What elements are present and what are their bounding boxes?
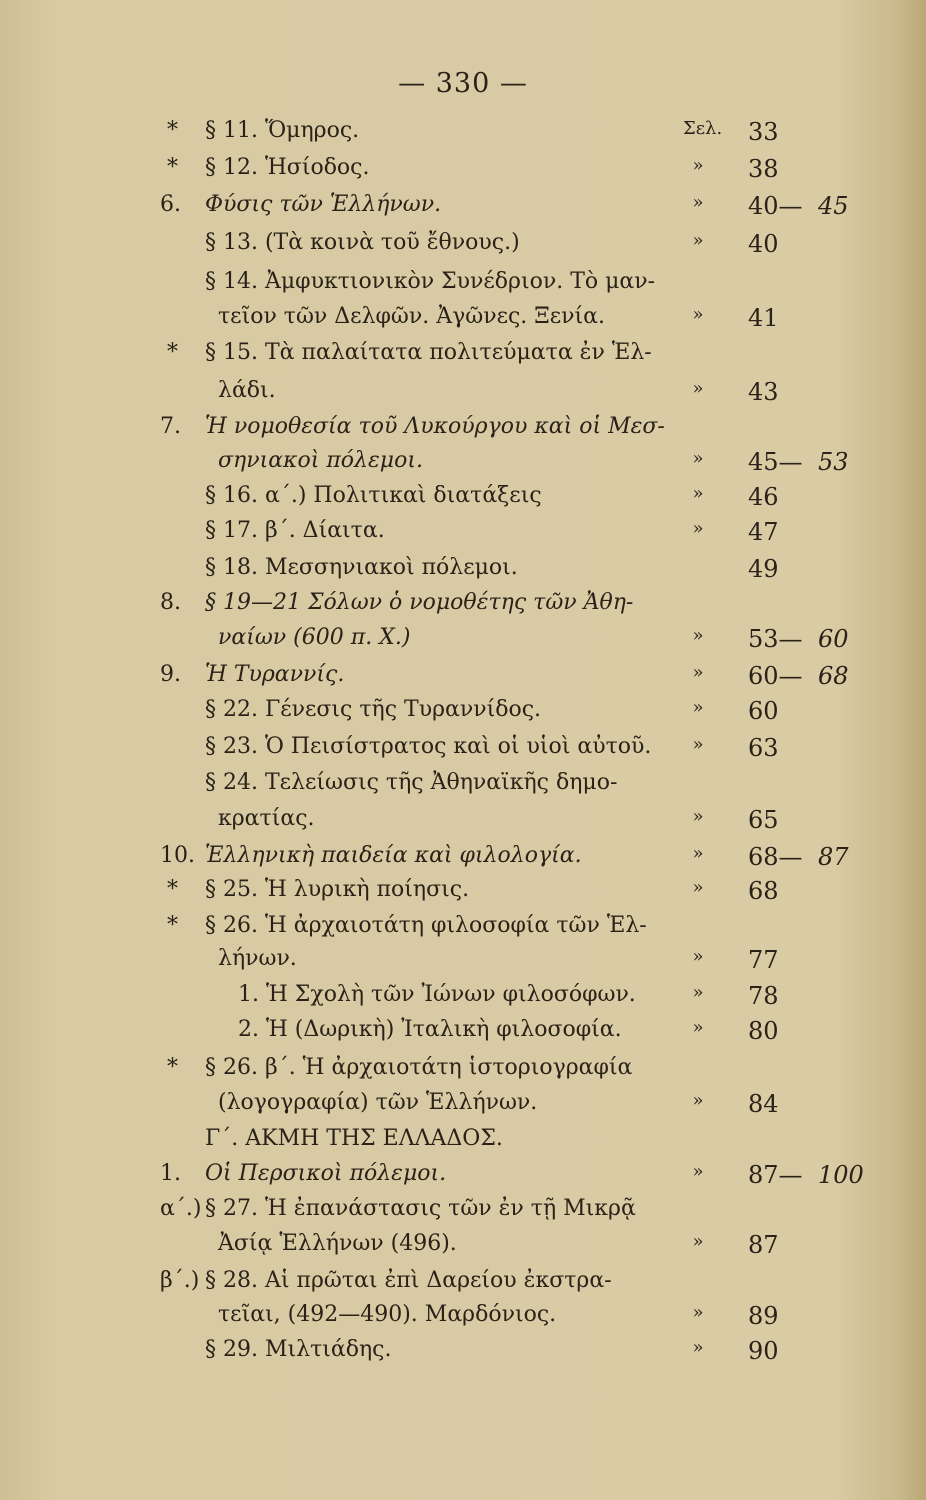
entry-title: § 26. β΄. Ἡ ἀρχαιοτάτη ἱστοριογραφία	[205, 1055, 633, 1080]
toc-entry	[0, 770, 926, 808]
toc-entry	[0, 1161, 926, 1199]
page-start: 60—	[748, 662, 803, 690]
asterisk-marker: *	[167, 340, 178, 365]
entry-title: § 29. Μιλτιάδης.	[205, 1337, 392, 1362]
ditto-mark: »	[692, 1231, 704, 1252]
ditto-mark: »	[692, 982, 704, 1003]
toc-entry	[0, 734, 926, 772]
entry-title: § 24. Τελείωσις τῆς Ἀθηναϊκῆς δημο-	[205, 770, 618, 795]
entry-title: § 12. Ἡσίοδος.	[205, 155, 370, 180]
ditto-mark: »	[692, 483, 704, 504]
toc-entry	[0, 877, 926, 915]
ditto-mark: »	[692, 155, 704, 176]
toc-entry	[0, 518, 926, 556]
page-start: 43	[748, 378, 779, 406]
page-start: 33	[748, 118, 779, 146]
page-start: 89	[748, 1302, 779, 1330]
toc-entry	[0, 1231, 926, 1269]
page-start: 65	[748, 806, 779, 834]
toc-entry	[0, 555, 926, 593]
entry-title: Ἑλληνικὴ παιδεία καὶ φιλολογία.	[205, 843, 582, 868]
toc-entry	[0, 1302, 926, 1340]
chapter-number: 10.	[160, 843, 195, 868]
ditto-mark: »	[692, 806, 704, 827]
page-start: 68	[748, 877, 779, 905]
toc-entry	[0, 1055, 926, 1093]
ditto-mark: »	[692, 1090, 704, 1111]
toc-entry	[0, 448, 926, 486]
page-start: 78	[748, 982, 779, 1010]
chapter-number: α΄.)	[160, 1196, 202, 1221]
entry-title: § 27. Ἡ ἐπανάστασις τῶν ἐν τῇ Μικρᾷ	[205, 1196, 636, 1221]
page-start: 80	[748, 1017, 779, 1045]
toc-entry	[0, 192, 926, 230]
chapter-number: 9.	[160, 662, 181, 687]
toc-entry	[0, 625, 926, 663]
entry-title: ναίων (600 π. Χ.)	[218, 625, 411, 650]
entry-title: 2. Ἡ (Δωρικὴ) Ἰταλικὴ φιλοσοφία.	[238, 1017, 622, 1042]
asterisk-marker: *	[167, 155, 178, 180]
toc-entry	[0, 414, 926, 452]
entry-title: § 17. β΄. Δίαιτα.	[205, 518, 385, 543]
entry-title: (λογογραφία) τῶν Ἑλλήνων.	[218, 1090, 538, 1115]
entry-title: § 15. Τὰ παλαίτατα πολιτεύματα ἐν Ἑλ-	[205, 340, 652, 365]
toc-entry	[0, 269, 926, 307]
page-start: 63	[748, 734, 779, 762]
entry-title: Γ΄. ΑΚΜΗ ΤΗΣ ΕΛΛΑΔΟΣ.	[205, 1126, 503, 1151]
toc-entry	[0, 378, 926, 416]
entry-title: § 25. Ἡ λυρικὴ ποίησις.	[205, 877, 470, 902]
page-end: 100	[818, 1161, 864, 1189]
toc-entry	[0, 230, 926, 268]
entry-title: § 23. Ὁ Πεισίστρατος καὶ οἱ υἱοὶ αὐτοῦ.	[205, 734, 652, 759]
asterisk-marker: *	[167, 877, 178, 902]
ditto-mark: »	[692, 734, 704, 755]
chapter-number: 8.	[160, 590, 181, 615]
toc-entry	[0, 155, 926, 193]
toc-entry	[0, 662, 926, 700]
toc-entry	[0, 697, 926, 735]
toc-entry	[0, 483, 926, 521]
toc-entry	[0, 1337, 926, 1375]
page-end: 53	[818, 448, 849, 476]
ditto-mark: »	[692, 192, 704, 213]
entry-title: § 18. Μεσσηνιακοὶ πόλεμοι.	[205, 555, 518, 580]
page-start: 53—	[748, 625, 803, 653]
entry-title: § 16. α΄.) Πολιτικαὶ διατάξεις	[205, 483, 542, 508]
entry-title: λάδι.	[218, 378, 276, 403]
entry-title: § 13. (Τὰ κοινὰ τοῦ ἔθνους.)	[205, 230, 520, 255]
page-end: 45	[818, 192, 849, 220]
entry-title: § 11. Ὅμηρος.	[205, 118, 360, 143]
toc-entry	[0, 590, 926, 628]
toc-entry	[0, 946, 926, 984]
page-start: 87—	[748, 1161, 803, 1189]
asterisk-marker: *	[167, 118, 178, 143]
page-start: 46	[748, 483, 779, 511]
ditto-mark: »	[692, 877, 704, 898]
page-end: 68	[818, 662, 849, 690]
entry-title: Ἡ Τυραννίς.	[205, 662, 345, 687]
toc-entry	[0, 843, 926, 881]
ditto-mark: »	[692, 448, 704, 469]
chapter-number: 7.	[160, 414, 181, 439]
page-start: 90	[748, 1337, 779, 1365]
entry-title: τεῖαι, (492—490). Μαρδόνιος.	[218, 1302, 557, 1327]
entry-title: § 26. Ἡ ἀρχαιοτάτη φιλοσοφία τῶν Ἑλ-	[205, 913, 647, 938]
chapter-number: 6.	[160, 192, 181, 217]
ditto-mark: »	[692, 625, 704, 646]
page-start: 41	[748, 304, 779, 332]
toc-entry	[0, 304, 926, 342]
entry-title: κρατίας.	[218, 806, 315, 831]
toc-entry	[0, 1126, 926, 1164]
entry-title: § 22. Γένεσις τῆς Τυραννίδος.	[205, 697, 542, 722]
entry-title: Οἱ Περσικοὶ πόλεμοι.	[205, 1161, 447, 1186]
toc-entry	[0, 340, 926, 378]
page-number-header: — 330 —	[398, 68, 528, 99]
page-start: 60	[748, 697, 779, 725]
toc-entry	[0, 1196, 926, 1234]
entry-title: § 28. Αἱ πρῶται ἐπὶ Δαρείου ἐκστρα-	[205, 1268, 612, 1293]
toc-entry	[0, 1268, 926, 1306]
chapter-number: 1.	[160, 1161, 181, 1186]
entry-title: § 14. Ἀμφυκτιονικὸν Συνέδριον. Τὸ μαν-	[205, 269, 656, 294]
entry-title: Φύσις τῶν Ἑλλήνων.	[205, 192, 442, 217]
ditto-mark: »	[692, 1302, 704, 1323]
ditto-mark: »	[692, 843, 704, 864]
entry-title: Ἡ νομοθεσία τοῦ Λυκούργου καὶ οἱ Μεσ-	[205, 414, 665, 439]
page-start: 49	[748, 555, 779, 583]
ditto-mark: »	[692, 946, 704, 967]
page-start: 84	[748, 1090, 779, 1118]
page-start: 40—	[748, 192, 803, 220]
ditto-mark: »	[692, 662, 704, 683]
entry-title: Ἀσίᾳ Ἑλλήνων (496).	[218, 1231, 457, 1256]
page-start: 40	[748, 230, 779, 258]
page-end: 87	[818, 843, 849, 871]
ditto-mark: »	[692, 518, 704, 539]
ditto-mark: Σελ.	[683, 118, 723, 139]
toc-entry	[0, 1090, 926, 1128]
asterisk-marker: *	[167, 913, 178, 938]
page-end: 60	[818, 625, 849, 653]
toc-entry	[0, 982, 926, 1020]
chapter-number: β΄.)	[160, 1268, 200, 1293]
ditto-mark: »	[692, 1161, 704, 1182]
asterisk-marker: *	[167, 1055, 178, 1080]
entry-title: 1. Ἡ Σχολὴ τῶν Ἰώνων φιλοσόφων.	[238, 982, 636, 1007]
ditto-mark: »	[692, 1017, 704, 1038]
page-start: 47	[748, 518, 779, 546]
page-start: 45—	[748, 448, 803, 476]
ditto-mark: »	[692, 230, 704, 251]
ditto-mark: »	[692, 304, 704, 325]
page-start: 87	[748, 1231, 779, 1259]
toc-entry	[0, 806, 926, 844]
entry-title: σηνιακοὶ πόλεμοι.	[218, 448, 423, 473]
page-start: 77	[748, 946, 779, 974]
ditto-mark: »	[692, 697, 704, 718]
entry-title: τεῖον τῶν Δελφῶν. Ἀγῶνες. Ξενία.	[218, 304, 605, 329]
page-start: 68—	[748, 843, 803, 871]
entry-title: § 19—21 Σόλων ὁ νομοθέτης τῶν Ἀθη-	[205, 590, 634, 615]
ditto-mark: »	[692, 1337, 704, 1358]
page-start: 38	[748, 155, 779, 183]
toc-entry	[0, 1017, 926, 1055]
entry-title: λήνων.	[218, 946, 297, 971]
ditto-mark: »	[692, 378, 704, 399]
toc-entry	[0, 118, 926, 156]
